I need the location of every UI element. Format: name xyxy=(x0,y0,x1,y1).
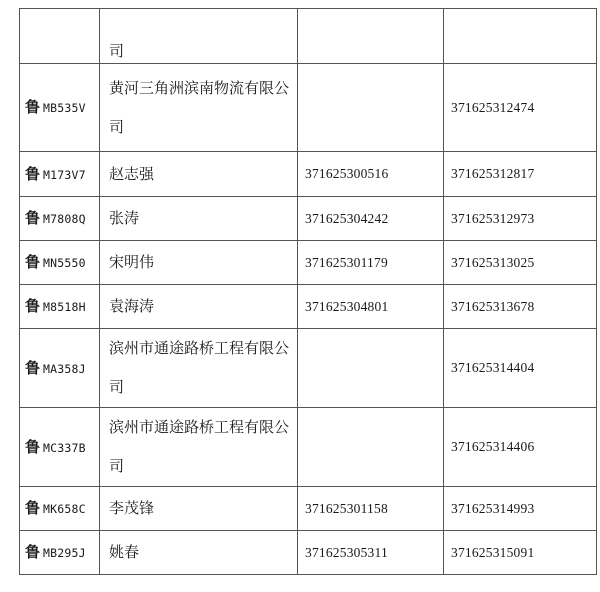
phone-cell xyxy=(298,329,444,408)
phone-cell xyxy=(298,408,444,487)
plate-code: MC337B xyxy=(43,440,86,455)
owner-name-line: 司 xyxy=(109,117,125,136)
owner-name-cell xyxy=(100,197,298,241)
owner-name-line: 滨州市通途路桥工程有限公 xyxy=(109,339,290,357)
owner-name-cell xyxy=(100,64,298,152)
owner-name-cell xyxy=(100,487,298,531)
phone-cell xyxy=(298,9,444,64)
owner-name-line: 袁海涛 xyxy=(109,297,155,315)
plate-province: 鲁 xyxy=(25,437,41,456)
plate-cell xyxy=(20,197,100,241)
plate-code: MB295J xyxy=(43,546,86,560)
table-row xyxy=(20,531,597,575)
plate-cell xyxy=(20,285,100,329)
plate-cell xyxy=(20,9,100,64)
table-row xyxy=(20,408,597,487)
table-row xyxy=(20,152,597,197)
tel-cell: 371625312973 xyxy=(444,197,597,241)
tel-cell: 371625314993 xyxy=(444,487,597,531)
owner-name-cell xyxy=(100,408,298,487)
tel-cell: 371625312474 xyxy=(444,64,597,152)
plate-province: 鲁 xyxy=(25,297,41,315)
owner-name-line: 司 xyxy=(109,42,125,60)
owner-name-line: 赵志强 xyxy=(109,164,155,183)
owner-name-cell xyxy=(100,152,298,197)
owner-name-line: 宋明伟 xyxy=(109,253,155,271)
vehicle-table xyxy=(19,8,597,575)
plate-province: 鲁 xyxy=(25,358,41,377)
plate-code: MB535V xyxy=(43,101,86,115)
owner-name-cell xyxy=(100,285,298,329)
owner-name-line: 张涛 xyxy=(109,209,140,227)
plate-code: MK658C xyxy=(43,502,86,516)
owner-name-line: 司 xyxy=(109,378,125,396)
plate-code: M8518H xyxy=(43,300,86,314)
tel-cell: 371625313678 xyxy=(444,285,597,329)
phone-cell: 371625304242 xyxy=(298,197,444,241)
plate-province: 鲁 xyxy=(25,543,41,561)
phone-cell: 371625301179 xyxy=(298,241,444,285)
plate-cell xyxy=(20,329,100,408)
plate-code: M7808Q xyxy=(43,212,86,226)
vehicle-table-body xyxy=(20,9,597,575)
owner-name-line: 李茂锋 xyxy=(109,499,155,517)
plate-cell xyxy=(20,241,100,285)
tel-cell: 371625314406 xyxy=(444,408,597,487)
owner-name-line: 司 xyxy=(109,457,125,475)
tel-cell xyxy=(444,9,597,64)
table-row xyxy=(20,487,597,531)
table-row xyxy=(20,64,597,152)
plate-code: MA358J xyxy=(43,361,86,376)
phone-cell: 371625305311 xyxy=(298,531,444,575)
owner-name-cell xyxy=(100,531,298,575)
tel-cell: 371625312817 xyxy=(444,152,597,197)
plate-cell xyxy=(20,64,100,152)
owner-name-line: 黄河三角洲滨南物流有限公 xyxy=(109,78,290,97)
table-row xyxy=(20,241,597,285)
tel-cell: 371625315091 xyxy=(444,531,597,575)
plate-province: 鲁 xyxy=(25,209,41,227)
owner-name-line: 姚春 xyxy=(109,543,140,561)
table-row xyxy=(20,329,597,408)
phone-cell xyxy=(298,64,444,152)
plate-cell xyxy=(20,152,100,197)
table-row xyxy=(20,9,597,64)
tel-cell: 371625313025 xyxy=(444,241,597,285)
table-row xyxy=(20,285,597,329)
plate-province: 鲁 xyxy=(25,499,41,517)
plate-code: MN5550 xyxy=(43,256,86,270)
plate-province: 鲁 xyxy=(25,253,41,271)
owner-name-cell xyxy=(100,9,298,64)
plate-cell xyxy=(20,531,100,575)
owner-name-cell xyxy=(100,329,298,408)
table-row xyxy=(20,197,597,241)
tel-cell: 371625314404 xyxy=(444,329,597,408)
owner-name-cell xyxy=(100,241,298,285)
plate-code: M173V7 xyxy=(43,167,86,182)
owner-name-line: 滨州市通途路桥工程有限公 xyxy=(109,418,290,436)
phone-cell: 371625301158 xyxy=(298,487,444,531)
phone-cell: 371625304801 xyxy=(298,285,444,329)
plate-province: 鲁 xyxy=(25,98,41,116)
plate-cell xyxy=(20,487,100,531)
phone-cell: 371625300516 xyxy=(298,152,444,197)
plate-province: 鲁 xyxy=(25,164,41,183)
plate-cell xyxy=(20,408,100,487)
